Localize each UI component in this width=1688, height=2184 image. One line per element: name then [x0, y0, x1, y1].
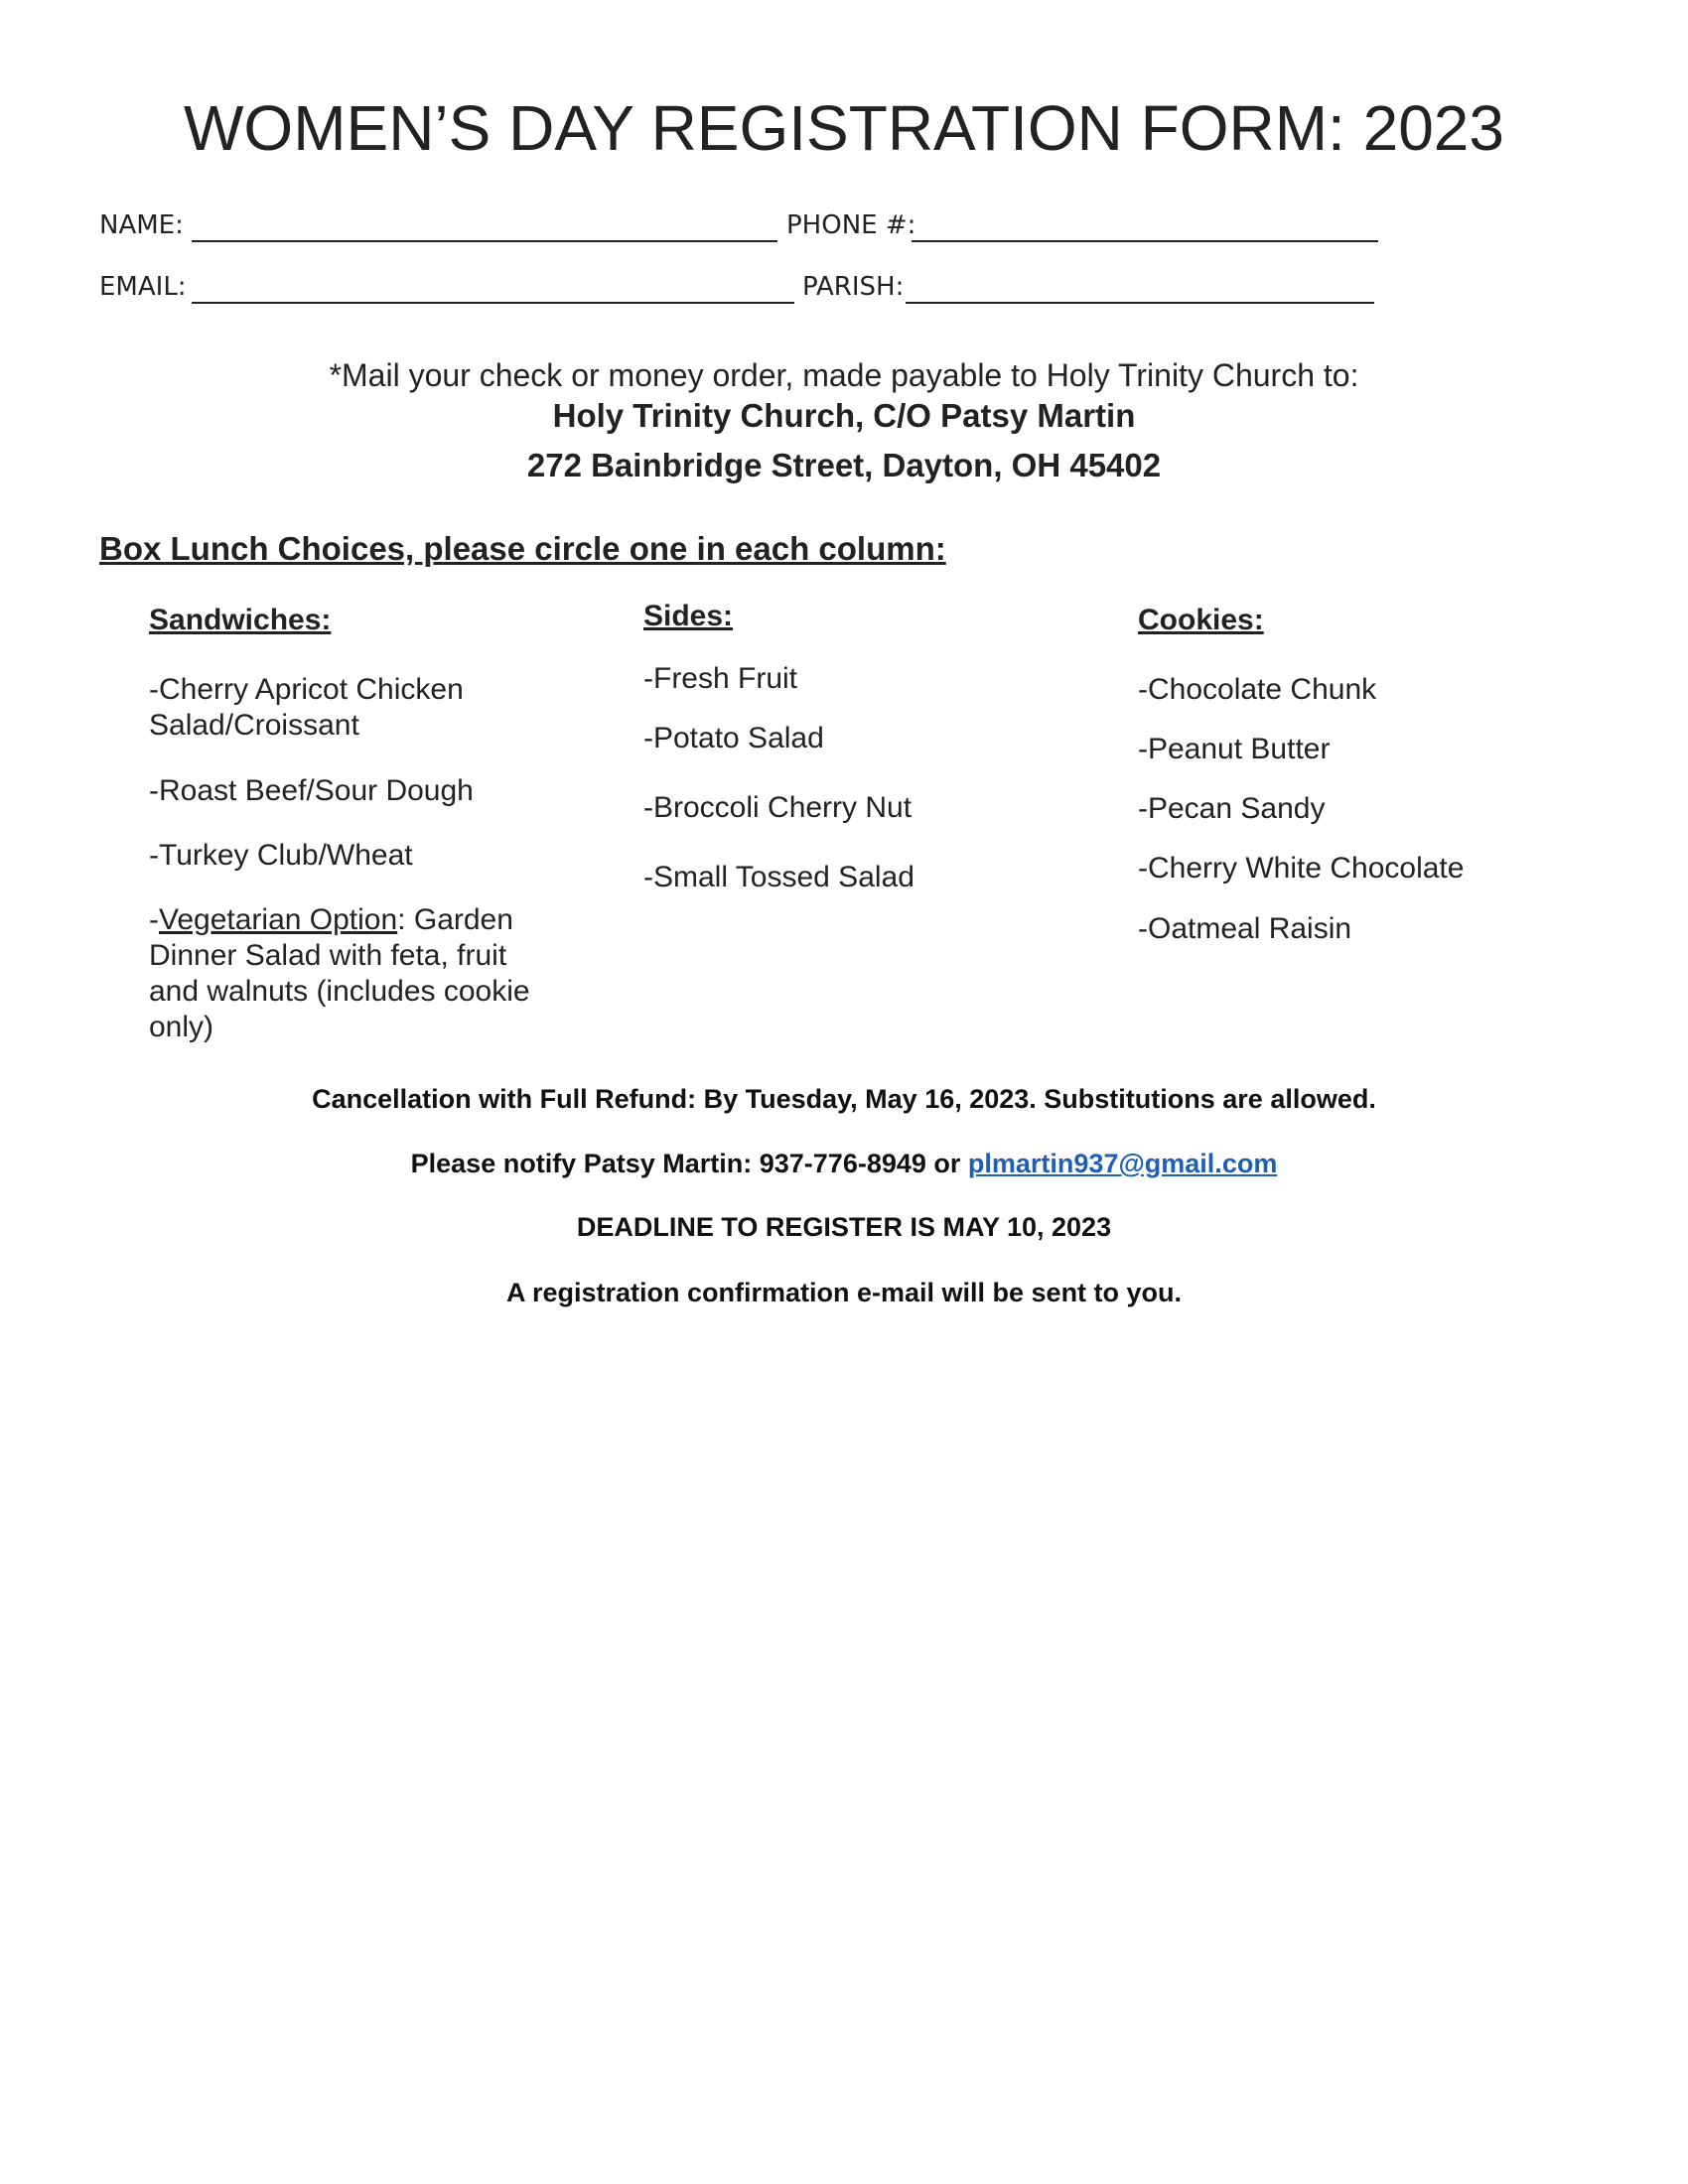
side-option[interactable]: -Fresh Fruit	[643, 662, 798, 695]
sandwich-option[interactable]: -Turkey Club/Wheat	[149, 839, 413, 872]
name-field[interactable]	[192, 240, 777, 242]
side-option[interactable]: -Potato Salad	[643, 722, 824, 754]
phone-field[interactable]	[912, 240, 1378, 242]
vegetarian-option-text: : Garden Dinner Salad with feta, fruit and walnuts (includes cookie only)	[149, 903, 530, 1043]
mail-instruction: *Mail your check or money order, made payable to Holy Trinity Church to:	[329, 357, 1359, 393]
form-title: WOMEN’S DAY REGISTRATION FORM: 2023	[184, 92, 1504, 164]
side-option[interactable]: -Small Tossed Salad	[643, 861, 914, 893]
cookie-option[interactable]: -Oatmeal Raisin	[1138, 912, 1352, 945]
cookies-heading: Cookies:	[1138, 604, 1264, 636]
deadline-note: DEADLINE TO REGISTER IS MAY 10, 2023	[576, 1212, 1112, 1242]
parish-label: PARISH:	[802, 272, 905, 302]
confirmation-note: A registration confirmation e-mail will be sent to you.	[505, 1278, 1183, 1307]
cancellation-note: Cancellation with Full Refund: By Tuesday, May 16, 2023. Substitutions are allowed.	[312, 1084, 1376, 1114]
sandwich-option-vegetarian[interactable]	[149, 902, 546, 1045]
notify-text: Please notify Patsy Martin: 937-776-8949 or	[410, 1149, 968, 1178]
cookie-option[interactable]: -Pecan Sandy	[1138, 792, 1326, 825]
side-option[interactable]: -Broccoli Cherry Nut	[643, 791, 913, 824]
parish-field[interactable]	[906, 302, 1374, 304]
vegetarian-prefix: -	[149, 903, 159, 936]
mail-address: 272 Bainbridge Street, Dayton, OH 45402	[526, 447, 1162, 483]
notify-email-link[interactable]: plmartin937@gmail.com	[967, 1149, 1278, 1178]
cookie-option[interactable]: -Peanut Butter	[1138, 733, 1331, 765]
cookie-option[interactable]: -Cherry White Chocolate	[1138, 852, 1465, 885]
name-label: NAME:	[99, 210, 184, 240]
notify-note	[0, 1149, 1688, 1179]
vegetarian-option-label: Vegetarian Option	[159, 903, 398, 936]
sandwich-option[interactable]: -Roast Beef/Sour Dough	[149, 774, 474, 807]
cookie-option[interactable]: -Chocolate Chunk	[1138, 673, 1377, 706]
phone-label: PHONE #:	[786, 210, 916, 240]
sandwich-option[interactable]: -Cherry Apricot Chicken Salad/Croissant	[149, 673, 464, 742]
sandwiches-heading: Sandwiches:	[149, 604, 332, 636]
email-field[interactable]	[192, 302, 794, 304]
sides-heading: Sides:	[643, 600, 734, 632]
email-label: EMAIL:	[99, 272, 187, 302]
box-lunch-heading: Box Lunch Choices, please circle one in each column:	[99, 530, 946, 567]
mail-recipient: Holy Trinity Church, C/O Patsy Martin	[552, 397, 1136, 434]
